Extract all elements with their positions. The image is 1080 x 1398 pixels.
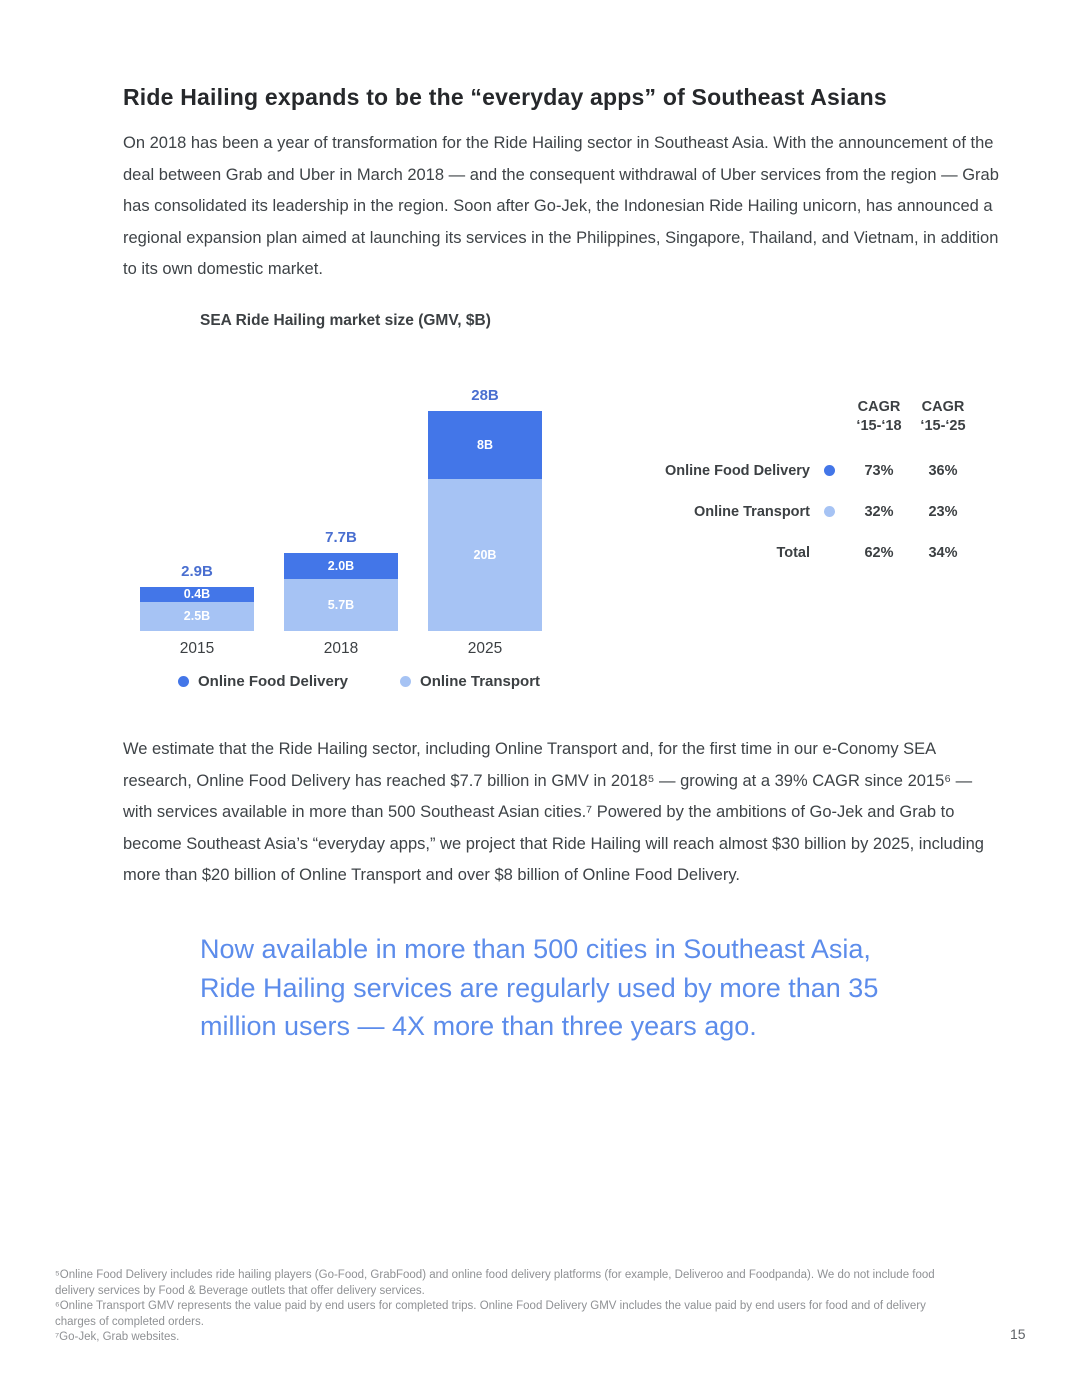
page-number: 15 [1010,1326,1026,1342]
bar-segment-online-transport [428,479,542,631]
cagr-dot-cell [810,532,848,573]
legend-dot-icon [400,676,411,687]
bar-stack [428,411,542,631]
x-axis-label: 2018 [323,640,359,657]
footnote-7: ⁷Go-Jek, Grab websites. [55,1331,180,1343]
bar-segment-online-transport [140,602,254,632]
bar-segment-label: 8B [477,437,493,452]
cagr-dot-cell [810,450,848,491]
bar-segment-label: 2.0B [327,558,355,573]
legend-item [178,673,348,690]
cagr-row-label: Online Food Delivery [664,462,810,479]
bar-total-label: 28B [471,387,499,404]
body-paragraph: We estimate that the Ride Hailing sector, including Online Transport and, for the first time in our e-Conomy SEA research, Online Food Delivery has reached $7.7 billion in GMV in 2018⁵ — growing at a 39% CAGR since 2015⁶ — with services available in more than 500 Southeast Asian cities.⁷ Powered by the ambitions of Go-Jek and Grab to become Southeast Asia’s “everyday apps,” we project that Ride Hailing will reach almost $30 billion by 2025, including more than $20 billion of Online Transport and over $8 billion of Online Food Delivery. [123,740,984,884]
cagr-value: 73% [864,462,894,479]
x-axis-label: 2025 [467,640,503,657]
chart-column [428,387,542,658]
bar-segment-online-food-delivery [284,553,398,579]
bar-stack [284,553,398,631]
series-dot-icon [824,465,835,476]
page-title: Ride Hailing expands to be the “everyday apps” of Southeast Asians [123,84,887,110]
bar-total-label: 2.9B [181,562,213,580]
chart-column [140,563,254,658]
footnote-5: ⁵Online Food Delivery includes ride hailing players (Go-Food, GrabFood) and online food delivery platforms (for example, Deliveroo and Foodpanda). We do not include food delivery services by Food & Beverage outlets that offer delivery services. [55,1269,935,1297]
cagr-dot-cell [810,491,848,532]
bar-segment-label: 20B [473,547,497,562]
cagr-value: 62% [864,544,894,561]
bar-total-label: 7.7B [325,529,357,547]
chart-column [284,529,398,658]
cagr-header-spacer [652,398,810,450]
chart-bars [140,386,542,658]
cagr-table [652,398,976,573]
cagr-value: 23% [928,503,958,520]
cagr-value: 32% [864,503,894,520]
bar-segment-label: 2.5B [183,609,211,623]
x-axis-label: 2015 [179,640,215,657]
bar-stack [140,587,254,631]
cagr-column-header: CAGR ‘15-‘25 [920,399,966,434]
bar-segment-label: 0.4B [183,586,211,601]
chart-legend [178,673,540,690]
bar-segment-online-food-delivery [428,411,542,479]
cagr-value: 34% [928,544,958,561]
cagr-row-label: Total [776,544,810,561]
bar-segment-online-food-delivery [140,587,254,602]
footnotes [55,1268,957,1346]
cagr-value: 36% [928,462,958,479]
series-dot-icon [824,506,835,517]
chart-title: SEA Ride Hailing market size (GMV, $B) [200,312,491,329]
intro-paragraph: On 2018 has been a year of transformation for the Ride Hailing sector in Southeast Asia. With the announcement of the deal between Grab and Uber in March 2018 — and the consequent withdrawal of Uber services from the region — Grab has consolidated its leadership in the region. Soon after Go-Jek, the Indonesian Ride Hailing unicorn, has announced a regional expansion plan aimed at launching its services in the Philippines, Singapore, Thailand, and Vietnam, in addition to its own domestic market. [123,134,999,278]
legend-label: Online Transport [420,673,541,690]
bar-segment-label: 5.7B [327,597,355,612]
footnote-6: ⁶Online Transport GMV represents the value paid by end users for completed trips. Online Food Delivery GMV includes the value paid by end users for food and of delivery charges of completed orders. [55,1300,926,1328]
legend-label: Online Food Delivery [198,673,349,690]
cagr-row-label: Online Transport [693,503,810,520]
pull-quote: Now available in more than 500 cities in Southeast Asia, Ride Hailing services are regularly used by more than 35 million users — 4X more than three years ago. [200,934,879,1041]
legend-item [400,673,540,690]
cagr-header-spacer [810,398,848,450]
bar-segment-online-transport [284,579,398,631]
legend-dot-icon [178,676,189,687]
cagr-column-header: CAGR ‘15-‘18 [856,399,902,434]
